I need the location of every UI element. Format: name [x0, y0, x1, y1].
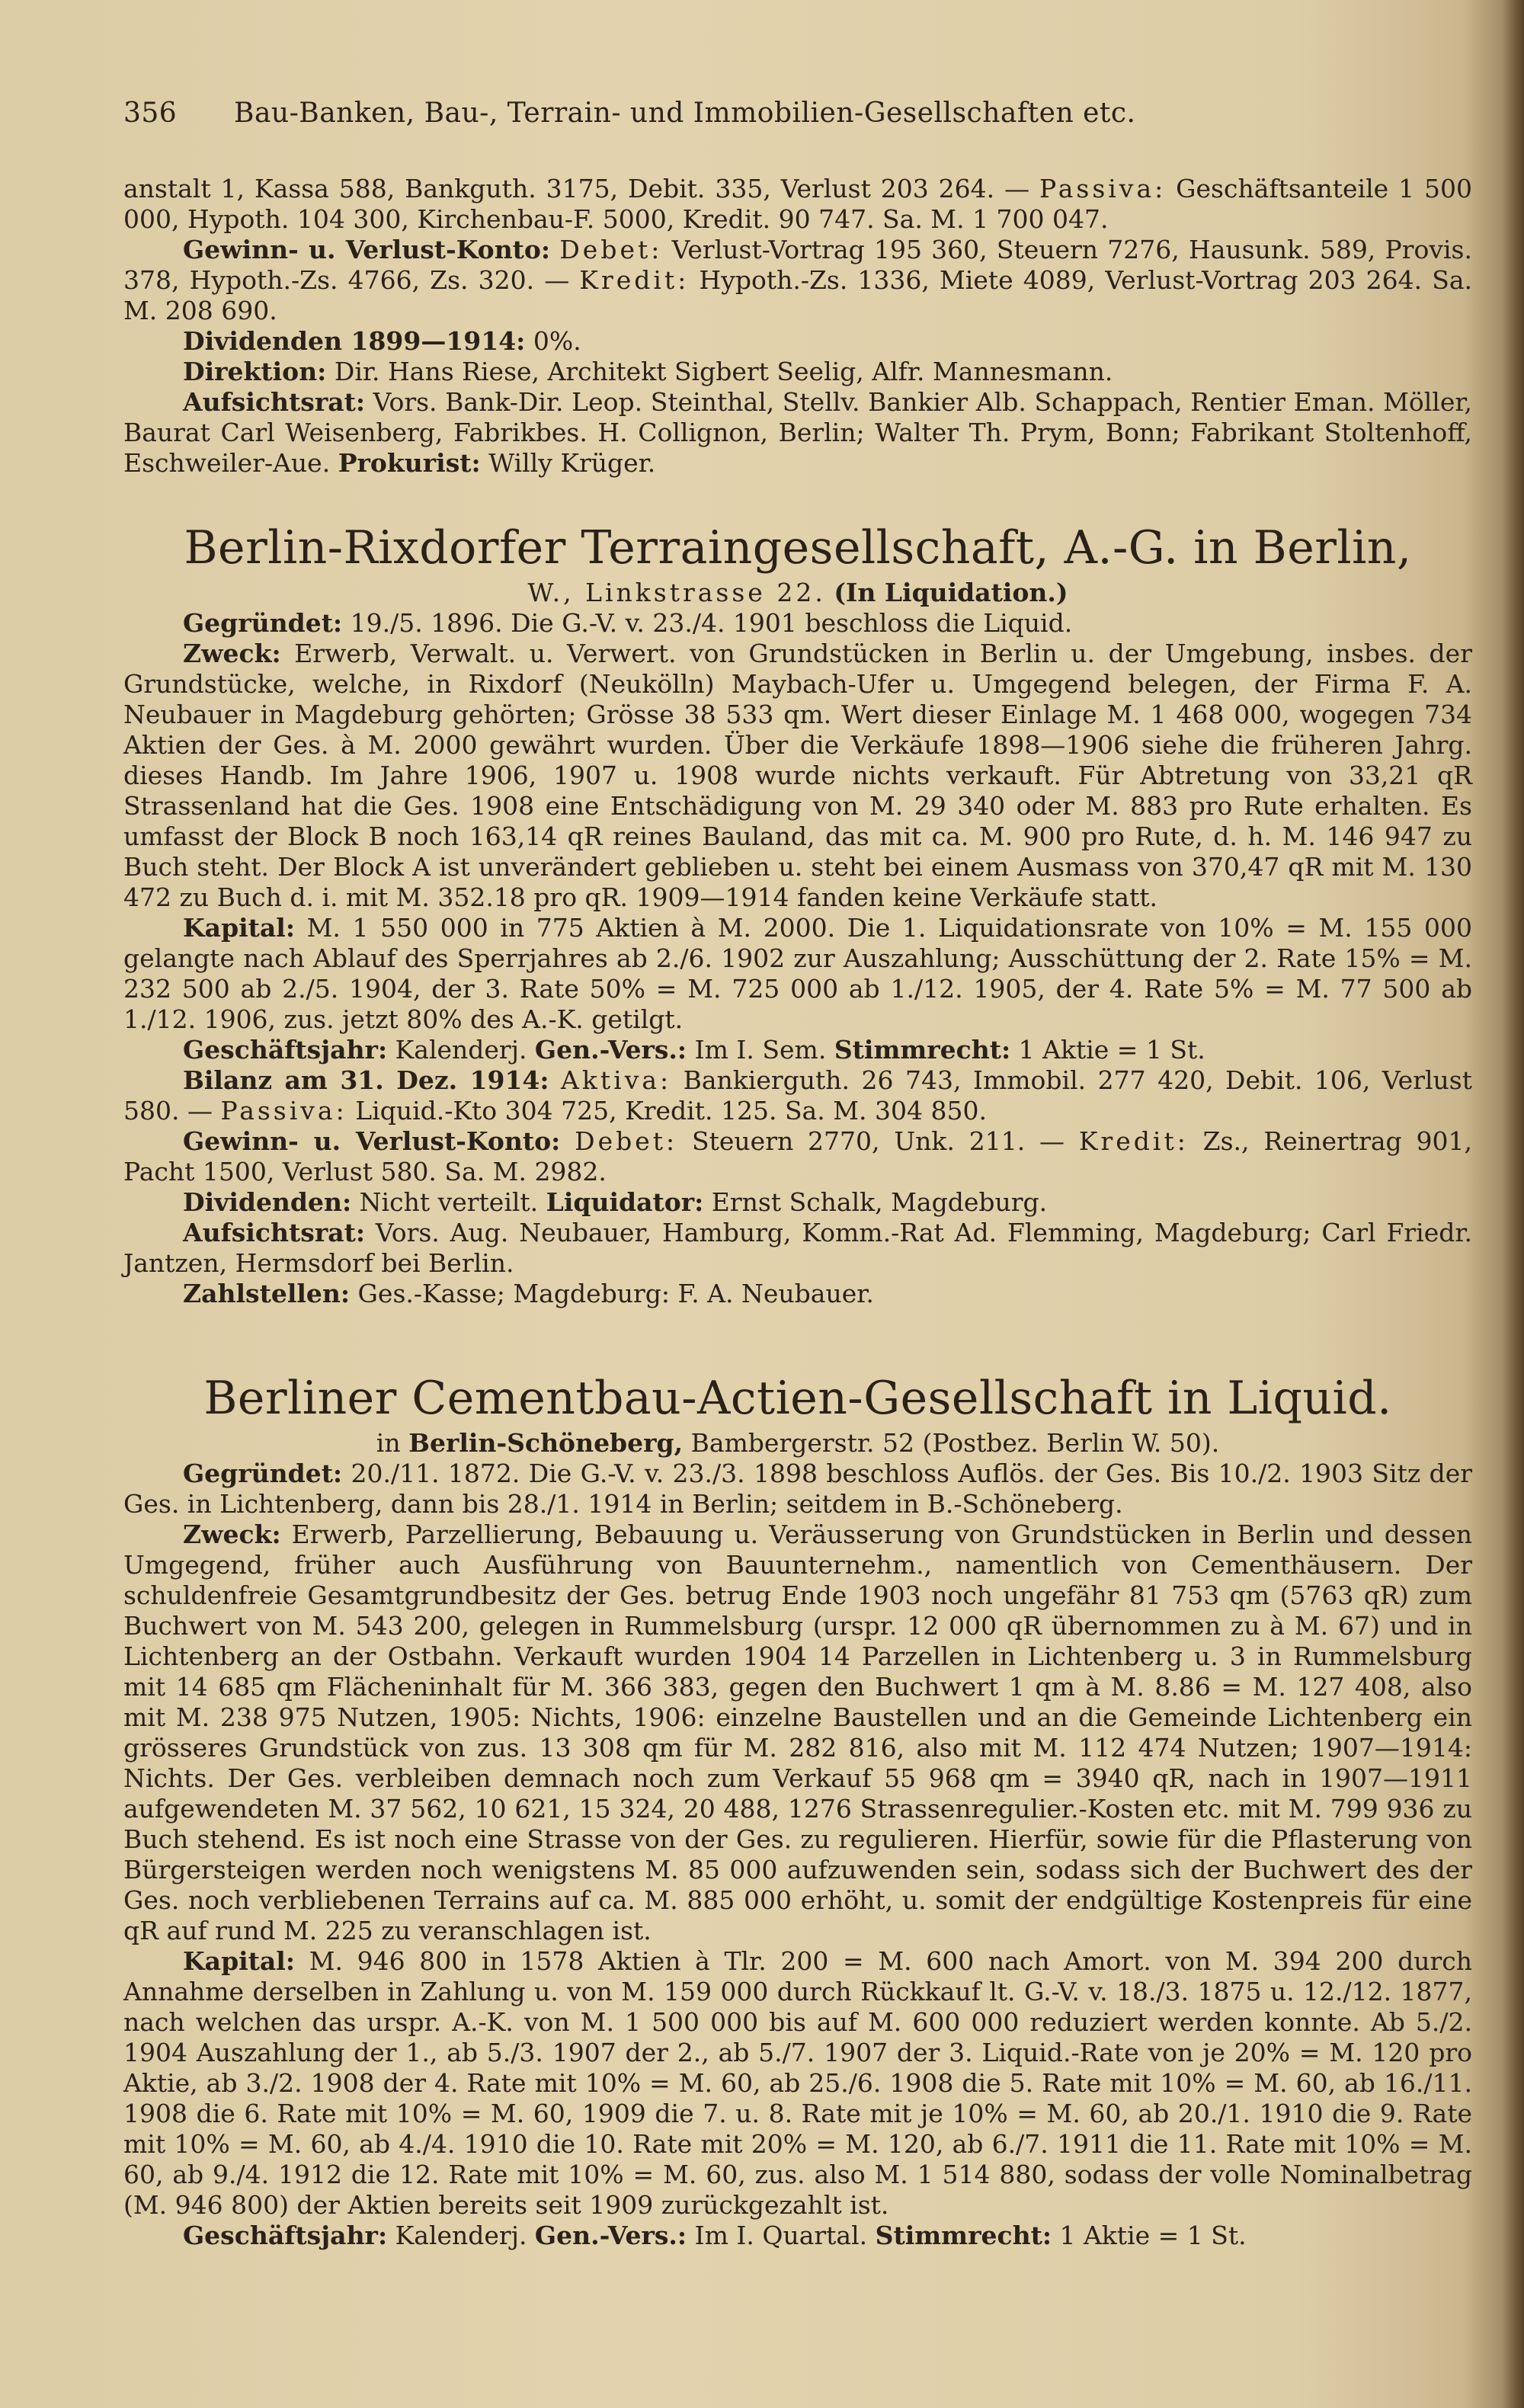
- kapital: Kapital: M. 1 550 000 in 775 Aktien à M. 2000. Die 1. Liquidationsrate von 10% = M. 155 000 gelangte nach Ablauf des Sperrjahres ab 2./6. 1902 zur Auszahlung; Ausschüttung der 2. Rate 15% = M. 232 500 ab 2./5. 1904, der 3. Rate 50% = M. 725 000 ab 1./12. 1905, der 4. Rate 5% = M. 77 500 ab 1./12. 1906, zus. jetzt 80% des A.-K. getilgt.: [123, 913, 1472, 1034]
- zweck: Zweck: Erwerb, Verwalt. u. Verwert. von Grundstücken in Berlin u. der Umgebung, insbes. der Grundstücke, welche, in Rixdorf (Neukölln) Maybach-Ufer u. Umgegend belegen, der Firma F. A. Neubauer in Magdeburg gehörten; Grösse 38 533 qm. Wert dieser Einlage M. 1 468 000, wogegen 734 Aktien der Ges. à M. 2000 gewährt wurden. Über die Verkäufe 1898—1906 siehe die früheren Jahrg. dieses Handb. Im Jahre 1906, 1907 u. 1908 wurde nichts verkauft. Für Abtretung von 33,21 qR Strassenland hat die Ges. 1908 eine Entschädigung von M. 29 340 oder M. 883 pro Rute erhalten. Es umfasst der Block B noch 163,14 qR reines Bauland, das mit ca. M. 900 pro Rute, d. h. M. 146 947 zu Buch steht. Der Block A ist unverändert geblieben u. steht bei einem Ausmass von 370,47 qR mit M. 130 472 zu Buch d. i. mit M. 352.18 pro qR. 1909—1914 fanden keine Verkäufe statt.: [123, 639, 1472, 912]
- page-number: 356: [123, 98, 178, 129]
- running-title: Bau-Banken, Bau-, Terrain- und Immobilien-Gesellschaften etc.: [234, 98, 1136, 129]
- prev-direktion: Direktion: Dir. Hans Riese, Architekt Sigbert Seelig, Alfr. Mannesmann.: [183, 357, 1113, 386]
- previous-entry: [123, 174, 1472, 479]
- prev-bilanz-tail: anstalt 1, Kassa 588, Bankguth. 3175, Debit. 335, Verlust 203 264. — Passiva: Geschäftsanteile 1 500 000, Hypoth. 104 300, Kirchenbau-F. 5000, Kredit. 90 747. Sa. M. 1 700 047.: [123, 174, 1472, 234]
- prev-guv: Gewinn- u. Verlust-Konto: Debet: Verlust-Vortrag 195 360, Steuern 7276, Hausunk. 589, Provis. 378, Hypoth.-Zs. 4766, Zs. 320. — Kredit: Hypoth.-Zs. 1336, Miete 4089, Verlust-Vortrag 203 264. Sa. M. 208 690.: [123, 235, 1473, 325]
- entry-rixdorfer: [123, 518, 1472, 1309]
- company-title: Berlin-Rixdorfer Terraingesellschaft, A.-G. in Berlin,: [184, 521, 1412, 575]
- running-header: [123, 98, 1434, 129]
- page-edge-shadow: [1503, 0, 1524, 2408]
- gegruendet: Gegründet: 19./5. 1896. Die G.-V. v. 23./4. 1901 beschloss die Liquid.: [183, 608, 1073, 638]
- company-title: Berliner Cementbau-Actien-Gesellschaft in Liquid.: [203, 1372, 1392, 1425]
- kapital: Kapital: M. 946 800 in 1578 Aktien à Tlr. 200 = M. 600 nach Amort. von M. 394 200 durch Annahme derselben in Zahlung u. von M. 159 000 durch Rückkauf lt. G.-V. v. 18./3. 1875 u. 12./12. 1877, nach welchen das urspr. A.-K. von M. 1 500 000 bis auf M. 600 000 reduziert werden konnte. Ab 5./2. 1904 Auszahlung der 1., ab 5./3. 1907 der 2., ab 5./7. 1907 der 3. Liquid.-Rate von je 20% = M. 120 pro Aktie, ab 3./2. 1908 der 4. Rate mit 10% = M. 60, ab 25./6. 1908 die 5. Rate mit 10% = M. 60, ab 16./11. 1908 die 6. Rate mit 10% = M. 60, 1909 die 7. u. 8. Rate mit je 10% = M. 60, ab 20./1. 1910 die 9. Rate mit 10% = M. 60, ab 4./4. 1910 die 10. Rate mit 20% = M. 120, ab 6./7. 1911 die 11. Rate mit 10% = M. 60, ab 9./4. 1912 die 12. Rate mit 10% = M. 60, zus. also M. 1 514 880, sodass der volle Nominalbetrag (M. 946 800) der Aktien bereits seit 1909 zurückgezahlt ist.: [123, 1946, 1472, 2220]
- guv: Gewinn- u. Verlust-Konto: Debet: Steuern 2770, Unk. 211. — Kredit: Zs., Reinertrag 901, Pacht 1500, Verlust 580. Sa. M. 2982.: [123, 1126, 1472, 1186]
- zweck: Zweck: Erwerb, Parzellierung, Bebauung u. Veräusserung von Grundstücken in Berlin und dessen Umgegend, früher auch Ausführung von Bauunternehm., namentlich von Cementhäusern. Der schuldenfreie Gesamtgrundbesitz der Ges. betrug Ende 1903 noch ungefähr 81 753 qm (5763 qR) zum Buchwert von M. 543 200, gelegen in Rummelsburg (urspr. 12 000 qR übernommen zu à M. 67) und in Lichtenberg an der Ostbahn. Verkauft wurden 1904 14 Parzellen in Lichtenberg u. 3 in Rummelsburg mit 14 685 qm Flächeninhalt für M. 366 383, gegen den Buchwert 1 qm à M. 8.86 = M. 127 408, also mit M. 238 975 Nutzen, 1905: Nichts, 1906: einzelne Baustellen und an die Gemeinde Lichtenberg ein grösseres Grundstück von zus. 13 308 qm für M. 282 816, also mit M. 112 474 Nutzen; 1907—1914: Nichts. Der Ges. verbleiben demnach noch zum Verkauf 55 968 qm = 3940 qR, nach in 1907—1911 aufgewendeten M. 37 562, 10 621, 15 324, 20 488, 1276 Strassenregulier.-Kosten etc. mit M. 799 936 zu Buch stehend. Es ist noch eine Strasse von der Ges. zu regulieren. Hierfür, sowie für die Pflasterung von Bürgersteigen werden noch wenigstens M. 85 000 aufzuwenden sein, sodass sich der Buchwert des der Ges. noch verbliebenen Terrains auf ca. M. 885 000 erhöht, u. somit der endgültige Kostenpreis für eine qR auf rund M. 225 zu veranschlagen ist.: [123, 1519, 1472, 1945]
- company-address: in Berlin-Schöneberg, Bambergerstr. 52 (Postbez. Berlin W. 50).: [376, 1428, 1220, 1458]
- prev-dividenden: Dividenden 1899—1914: 0%.: [183, 326, 581, 356]
- prev-aufsichtsrat: Aufsichtsrat: Vors. Bank-Dir. Leop. Steinthal, Stellv. Bankier Alb. Schappach, Rentier Eman. Möller, Baurat Carl Weisenberg, Fabrikbes. H. Collignon, Berlin; Walter Th. Prym, Bonn; Fabrikant Stoltenhoff, Eschweiler-Aue. Prokurist: Willy Krüger.: [123, 387, 1472, 478]
- bilanz: Bilanz am 31. Dez. 1914: Aktiva: Bankierguth. 26 743, Immobil. 277 420, Debit. 106, Verlust 580. — Passiva: Liquid.-Kto 304 725, Kredit. 125. Sa. M. 304 850.: [123, 1065, 1472, 1126]
- company-address: W., Linkstrasse 22. (In Liquidation.): [527, 578, 1068, 607]
- dividenden: Dividenden: Nicht verteilt. Liquidator: Ernst Schalk, Magdeburg.: [183, 1187, 1048, 1217]
- geschaeftsjahr: Geschäftsjahr: Kalenderj. Gen.-Vers.: Im I. Sem. Stimmrecht: 1 Aktie = 1 St.: [183, 1035, 1205, 1065]
- entry-cementbau: [123, 1369, 1472, 2251]
- geschaeftsjahr: Geschäftsjahr: Kalenderj. Gen.-Vers.: Im I. Quartal. Stimmrecht: 1 Aktie = 1 St.: [183, 2221, 1247, 2250]
- aufsichtsrat: Aufsichtsrat: Vors. Aug. Neubauer, Hamburg, Komm.-Rat Ad. Flemming, Magdeburg; Carl Friedr. Jantzen, Hermsdorf bei Berlin.: [123, 1218, 1472, 1278]
- zahlstellen: Zahlstellen: Ges.-Kasse; Magdeburg: F. A. Neubauer.: [183, 1279, 874, 1308]
- gegruendet: Gegründet: 20./11. 1872. Die G.-V. v. 23./3. 1898 beschloss Auflös. der Ges. Bis 10./2. 1903 Sitz der Ges. in Lichtenberg, dann bis 28./1. 1914 in Berlin; seitdem in B.-Schöneberg.: [123, 1459, 1472, 1519]
